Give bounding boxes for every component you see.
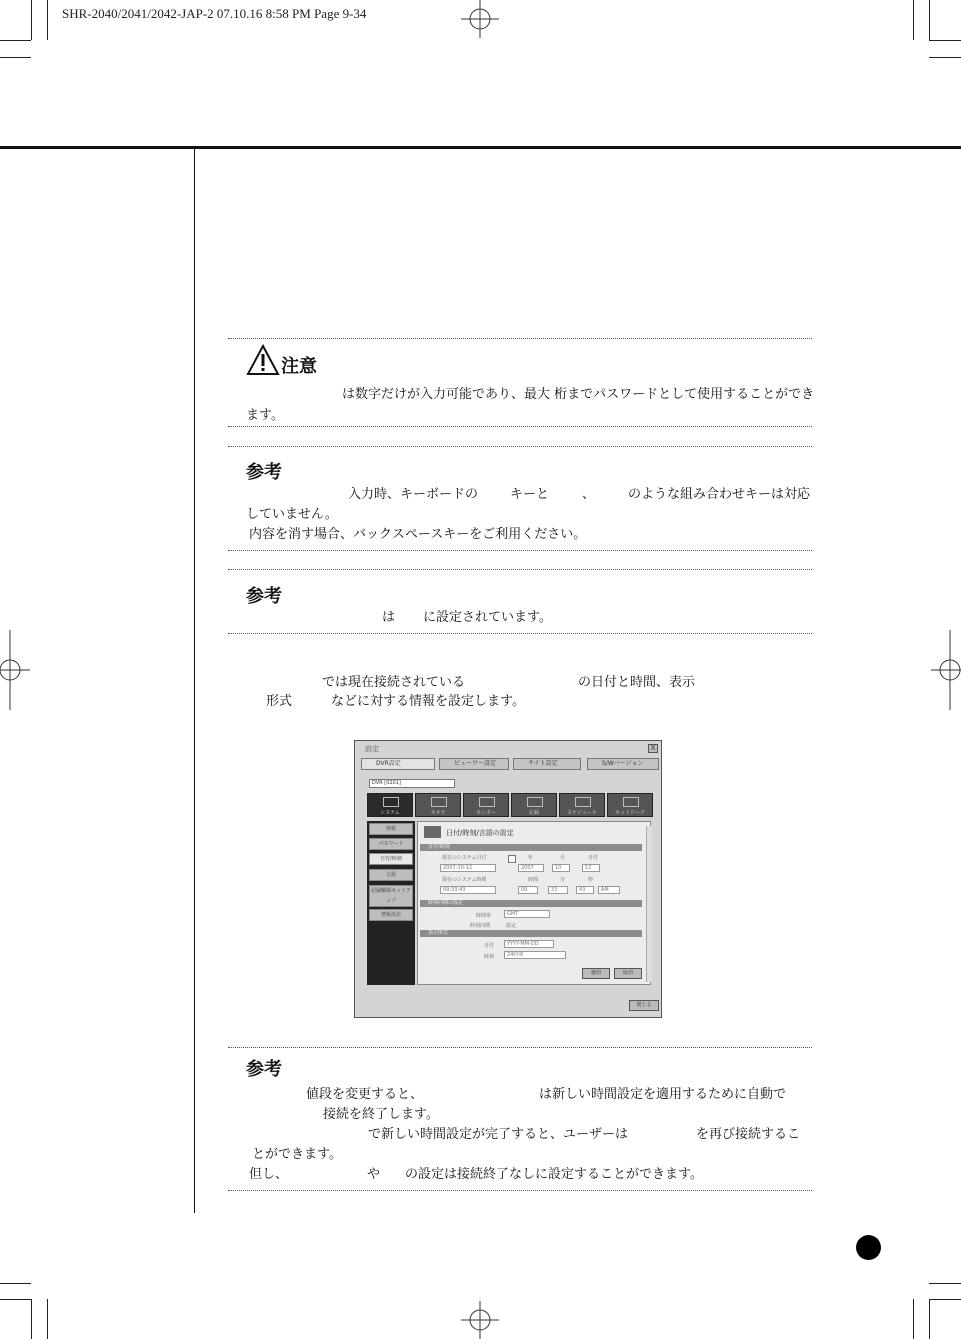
registration-mark-icon	[0, 630, 30, 710]
crop-mark	[929, 40, 961, 41]
time-sync-value[interactable]: 設定	[506, 923, 517, 929]
note-text: 入力時、キーボードの	[348, 487, 479, 502]
schedule-icon	[575, 797, 591, 807]
note-text: していません。	[246, 507, 338, 522]
label-time-sync: 時刻同期	[470, 923, 491, 929]
note-text: 内容を消す場合、バックスペースキーをご利用ください。	[249, 527, 587, 542]
date-format-select[interactable]: YYYY-MM-DD	[504, 940, 554, 948]
note-text: で新しい時間設定が完了すると、ユーザーは	[368, 1127, 629, 1142]
note-text: とができます。	[252, 1147, 342, 1162]
intro-text: の日付と時間、表示	[578, 675, 696, 690]
crop-mark	[929, 1283, 961, 1284]
note-text: は	[382, 610, 396, 625]
crop-mark	[913, 1299, 914, 1339]
category-monitor[interactable]: モニター	[463, 793, 509, 817]
note-text: 値段を変更すると、	[306, 1087, 424, 1102]
crop-mark	[913, 0, 914, 40]
sidebar-item-datetime[interactable]: 日付/時刻	[369, 853, 413, 865]
category-system[interactable]: システム	[367, 793, 413, 817]
note-text: の設定は接続終了なしに設定することができます。	[405, 1167, 703, 1182]
caution-text-line: ます。	[246, 408, 284, 423]
dotted-divider	[228, 426, 812, 427]
crop-mark	[47, 1299, 48, 1339]
note-heading: 参考	[246, 1059, 282, 1080]
intro-text: では現在接続されている	[322, 675, 466, 690]
panel-scrollbar[interactable]	[646, 826, 652, 982]
close-button[interactable]: 閉じる	[629, 1000, 659, 1011]
dotted-divider	[228, 1190, 812, 1191]
system-time-field: 09:33:43	[440, 886, 496, 894]
timezone-select[interactable]: GMT	[504, 910, 550, 918]
crop-mark	[0, 40, 31, 41]
note-text: を再び接続するこ	[696, 1127, 801, 1142]
label-minute: 分	[560, 877, 566, 883]
registration-mark-icon	[461, 0, 499, 38]
intro-text: などに対する情報を設定します。	[331, 694, 525, 709]
registration-mark-icon	[461, 1301, 499, 1339]
system-date-field: 2007-10-12	[440, 864, 496, 872]
sync-checkbox[interactable]	[508, 855, 516, 863]
left-margin-rule	[194, 149, 195, 1213]
category-record[interactable]: 記録	[511, 793, 557, 817]
hour-select[interactable]: 09	[518, 886, 538, 894]
warning-triangle-icon	[246, 344, 280, 376]
tab-sw-version[interactable]: S/Wバージョン	[587, 758, 659, 770]
crop-mark	[0, 57, 31, 58]
section-sync: 時刻同期の設定	[420, 900, 642, 907]
intro-text: 形式	[266, 694, 293, 709]
cancel-button[interactable]: 取消	[614, 968, 642, 979]
record-icon	[527, 797, 543, 807]
tab-dvr-settings[interactable]: DVR設定	[361, 758, 435, 770]
label-day: 日付	[588, 855, 599, 861]
label-year: 年	[528, 855, 534, 861]
apply-button[interactable]: 適用	[582, 968, 610, 979]
category-network[interactable]: ネットワーク	[607, 793, 653, 817]
crop-mark	[929, 57, 961, 58]
dotted-divider	[228, 338, 812, 339]
dotted-divider	[228, 633, 812, 634]
crop-mark	[0, 1283, 31, 1284]
label-date-format: 日付	[484, 943, 495, 949]
dotted-divider	[228, 550, 812, 551]
note-heading: 参考	[246, 586, 282, 607]
section-format: 表示形式	[420, 930, 642, 937]
note-text: や	[367, 1167, 381, 1182]
crop-mark	[47, 0, 48, 40]
system-icon	[383, 797, 399, 807]
crop-mark	[929, 1299, 961, 1300]
note-heading: 参考	[246, 462, 282, 483]
crop-mark	[31, 0, 32, 40]
crop-mark	[31, 1299, 32, 1339]
label-timezone: 時間帯	[476, 913, 492, 919]
label-time-format: 時刻	[484, 954, 495, 960]
second-select[interactable]: 43	[576, 886, 594, 894]
note-text: 接続を終了します。	[323, 1107, 439, 1122]
camera-icon	[431, 797, 447, 807]
category-schedule[interactable]: スケジュール	[559, 793, 605, 817]
dotted-divider	[228, 446, 812, 447]
dotted-divider	[228, 569, 812, 570]
panel-title: 日付/時刻/言語の設定	[446, 829, 514, 837]
datetime-icon	[424, 826, 441, 838]
label-second: 秒	[588, 877, 594, 883]
note-text: キーと	[510, 487, 550, 502]
caution-text-line: は数字だけが入力可能であり、最大 桁までパスワードとして使用することができ	[342, 387, 815, 402]
minute-select[interactable]: 33	[548, 886, 568, 894]
ampm-select[interactable]: AM	[598, 886, 620, 894]
window-title: 設定	[365, 745, 379, 753]
sidebar-item-language[interactable]: 言語	[369, 869, 413, 881]
crop-mark	[929, 1299, 930, 1339]
close-icon[interactable]: X	[648, 744, 658, 753]
note-text: に設定されています。	[423, 610, 552, 625]
dvr-select[interactable]: DVR [0201]	[369, 779, 455, 788]
note-text: のような組み合わせキーは対応	[628, 487, 811, 502]
crop-mark	[0, 1299, 31, 1300]
datetime-panel	[417, 821, 651, 985]
note-text: は新しい時間設定を適用するために自動で	[539, 1087, 787, 1102]
registration-mark-icon	[931, 630, 961, 710]
label-month: 月	[560, 855, 566, 861]
day-select[interactable]: 12	[582, 864, 600, 872]
note-text: 但し、	[249, 1167, 289, 1182]
sidebar-item-info[interactable]: 情報	[369, 823, 413, 835]
page-number-marker	[856, 1235, 881, 1260]
network-icon	[623, 797, 639, 807]
sidebar-item-record-setup[interactable]: 記録解除セットアップ	[369, 885, 413, 907]
tab-site-settings[interactable]: サイト設定	[513, 758, 581, 770]
print-header: SHR-2040/2041/2042-JAP-2 07.10.16 8:58 PM Page 9-34	[62, 6, 367, 21]
category-camera[interactable]: カメラ	[415, 793, 461, 817]
top-rule	[0, 146, 961, 149]
caution-heading: 注意	[281, 356, 317, 377]
monitor-icon	[479, 797, 495, 807]
label-hour: 時間	[528, 877, 539, 883]
tab-viewer-settings[interactable]: ビューワー設定	[439, 758, 509, 770]
sidebar-item-password[interactable]: パスワード	[369, 838, 413, 850]
year-select[interactable]: 2007	[518, 864, 544, 872]
time-format-select[interactable]: 24時間	[504, 951, 566, 959]
dotted-divider	[228, 1047, 812, 1048]
label-system-time: 現在のシステム時間	[442, 877, 487, 883]
note-text: 、	[582, 487, 596, 502]
month-select[interactable]: 10	[552, 864, 570, 872]
sidebar-item-erase[interactable]: 情報消去	[369, 909, 413, 921]
label-system-date: 現在のシステム日付	[442, 855, 487, 861]
crop-mark	[929, 0, 930, 40]
settings-window-screenshot	[354, 740, 662, 1018]
section-datetime: 日付/時刻	[420, 844, 642, 851]
